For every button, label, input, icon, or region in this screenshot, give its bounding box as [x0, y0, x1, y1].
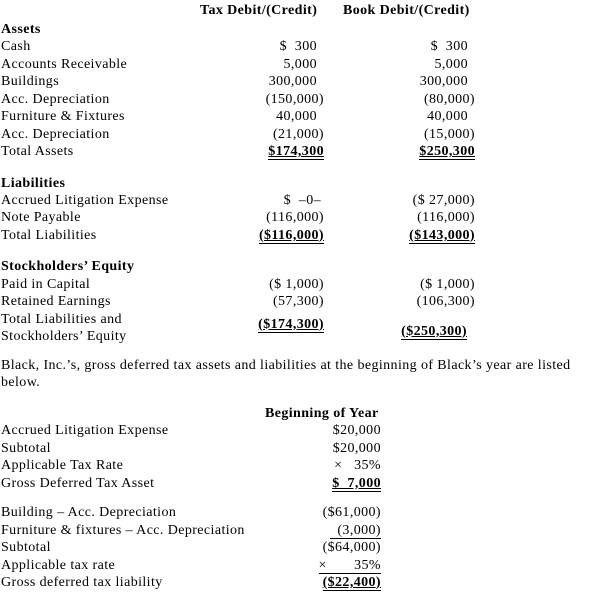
table-row — [0, 91, 600, 108]
row-value: $20,000 — [332, 440, 381, 456]
book-value: ($ 1,000) — [420, 276, 475, 292]
equity-section-title: Stockholders’ Equity — [1, 259, 135, 275]
table-row — [0, 557, 600, 574]
tax-value: 300,000 — [268, 74, 317, 90]
section-title-row — [0, 258, 600, 275]
row-label: Total Assets — [1, 144, 74, 160]
section-spacer — [0, 492, 600, 504]
tax-value: 5,000 — [283, 56, 317, 72]
tax-value: $ 300 — [279, 39, 317, 55]
row-value: $20,000 — [332, 423, 381, 439]
table-row — [0, 126, 600, 143]
table-row — [0, 422, 600, 439]
book-value: $ 300 — [430, 39, 468, 55]
beginning-of-year-header: Beginning of Year — [265, 406, 379, 421]
row-label-two-line: Total Liabilities and Stockholders’ Equity — [1, 311, 127, 345]
row-label: Acc. Depreciation — [1, 126, 110, 142]
table-row — [0, 56, 600, 73]
section-title-row — [0, 21, 600, 38]
balance-sheet-table — [0, 3, 600, 346]
table-row — [0, 209, 600, 226]
total-row — [0, 574, 600, 591]
row-label: Subtotal — [1, 440, 51, 456]
paragraph-line: Black, Inc.’s, gross deferred tax assets and liabilities at the beginning of Black’s year are listed — [1, 358, 571, 373]
total-row — [0, 143, 600, 160]
row-value: × 35% — [334, 458, 381, 474]
row-label: Buildings — [1, 74, 60, 90]
row-total: ($22,400) — [322, 574, 381, 590]
book-total: ($143,000) — [409, 227, 475, 243]
row-value: × 35% — [318, 557, 381, 573]
book-value: (106,300) — [416, 294, 475, 310]
tax-total: ($116,000) — [258, 227, 324, 243]
book-value: (116,000) — [417, 210, 475, 226]
row-label: Gross deferred tax liability — [1, 574, 163, 590]
row-label: Note Payable — [1, 210, 81, 226]
tax-value: (57,300) — [272, 294, 324, 310]
book-total: $250,300 — [419, 144, 475, 160]
table-row — [0, 539, 600, 556]
deferred-tax-table — [0, 405, 600, 591]
book-value: (80,000) — [423, 91, 475, 107]
section-spacer — [0, 244, 600, 258]
tax-value: ($ 1,000) — [269, 276, 324, 292]
table-row — [0, 457, 600, 474]
row-label: Acc. Depreciation — [1, 91, 110, 107]
row-total: $ 7,000 — [332, 475, 381, 491]
book-column-header: Book Debit/(Credit) — [343, 3, 470, 18]
tax-value: (21,000) — [272, 126, 324, 142]
column-header-row — [0, 3, 600, 21]
table-row — [0, 440, 600, 457]
table-row — [0, 38, 600, 55]
book-total: ($250,300) — [401, 323, 467, 339]
tax-value: 40,000 — [276, 109, 317, 125]
row-label: Applicable Tax Rate — [1, 458, 124, 474]
table-row — [0, 73, 600, 90]
book-value: ($ 27,000) — [412, 192, 475, 208]
section-title-row — [0, 175, 600, 192]
row-label: Furniture & Fixtures — [1, 109, 125, 125]
book-value: 5,000 — [434, 56, 468, 72]
total-row — [0, 311, 600, 346]
assets-section-title: Assets — [1, 22, 41, 37]
book-value: 40,000 — [427, 109, 468, 125]
total-row — [0, 475, 600, 492]
row-label: Paid in Capital — [1, 276, 91, 292]
row-label: Gross Deferred Tax Asset — [1, 475, 155, 491]
row-label: Cash — [1, 39, 31, 55]
tax-value: (116,000) — [266, 210, 324, 226]
tax-total: ($174,300) — [258, 316, 324, 332]
table-row — [0, 504, 600, 521]
row-label: Accrued Litigation Expense — [1, 192, 169, 208]
row-label: Applicable tax rate — [1, 557, 116, 573]
tax-value: $ –0– — [283, 192, 321, 208]
row-label: Subtotal — [1, 540, 51, 556]
row-label: Building – Acc. Depreciation — [1, 505, 177, 521]
row-value: (3,000) — [329, 522, 381, 538]
book-value: 300,000 — [419, 74, 468, 90]
row-label: Furniture & fixtures – Acc. Depreciation — [1, 522, 245, 538]
tax-value: (150,000) — [265, 91, 324, 107]
narrative-paragraph — [0, 357, 600, 392]
table-row — [0, 276, 600, 293]
row-label: Accrued Litigation Expense — [1, 423, 169, 439]
table-row — [0, 522, 600, 539]
row-label: Accounts Receivable — [1, 56, 128, 72]
paragraph-line: below. — [1, 375, 41, 391]
row-label: Retained Earnings — [1, 294, 111, 310]
row-label: Total Liabilities — [1, 227, 97, 243]
row-value: ($64,000) — [322, 540, 381, 556]
tax-column-header: Tax Debit/(Credit) — [200, 3, 318, 18]
book-value: (15,000) — [423, 126, 475, 142]
table-row — [0, 108, 600, 125]
row-value: ($61,000) — [322, 505, 381, 521]
tax-total: $174,300 — [268, 144, 324, 160]
table-row — [0, 293, 600, 310]
section-spacer — [0, 161, 600, 175]
liabilities-section-title: Liabilities — [1, 175, 66, 191]
total-row — [0, 227, 600, 244]
table-row — [0, 192, 600, 209]
